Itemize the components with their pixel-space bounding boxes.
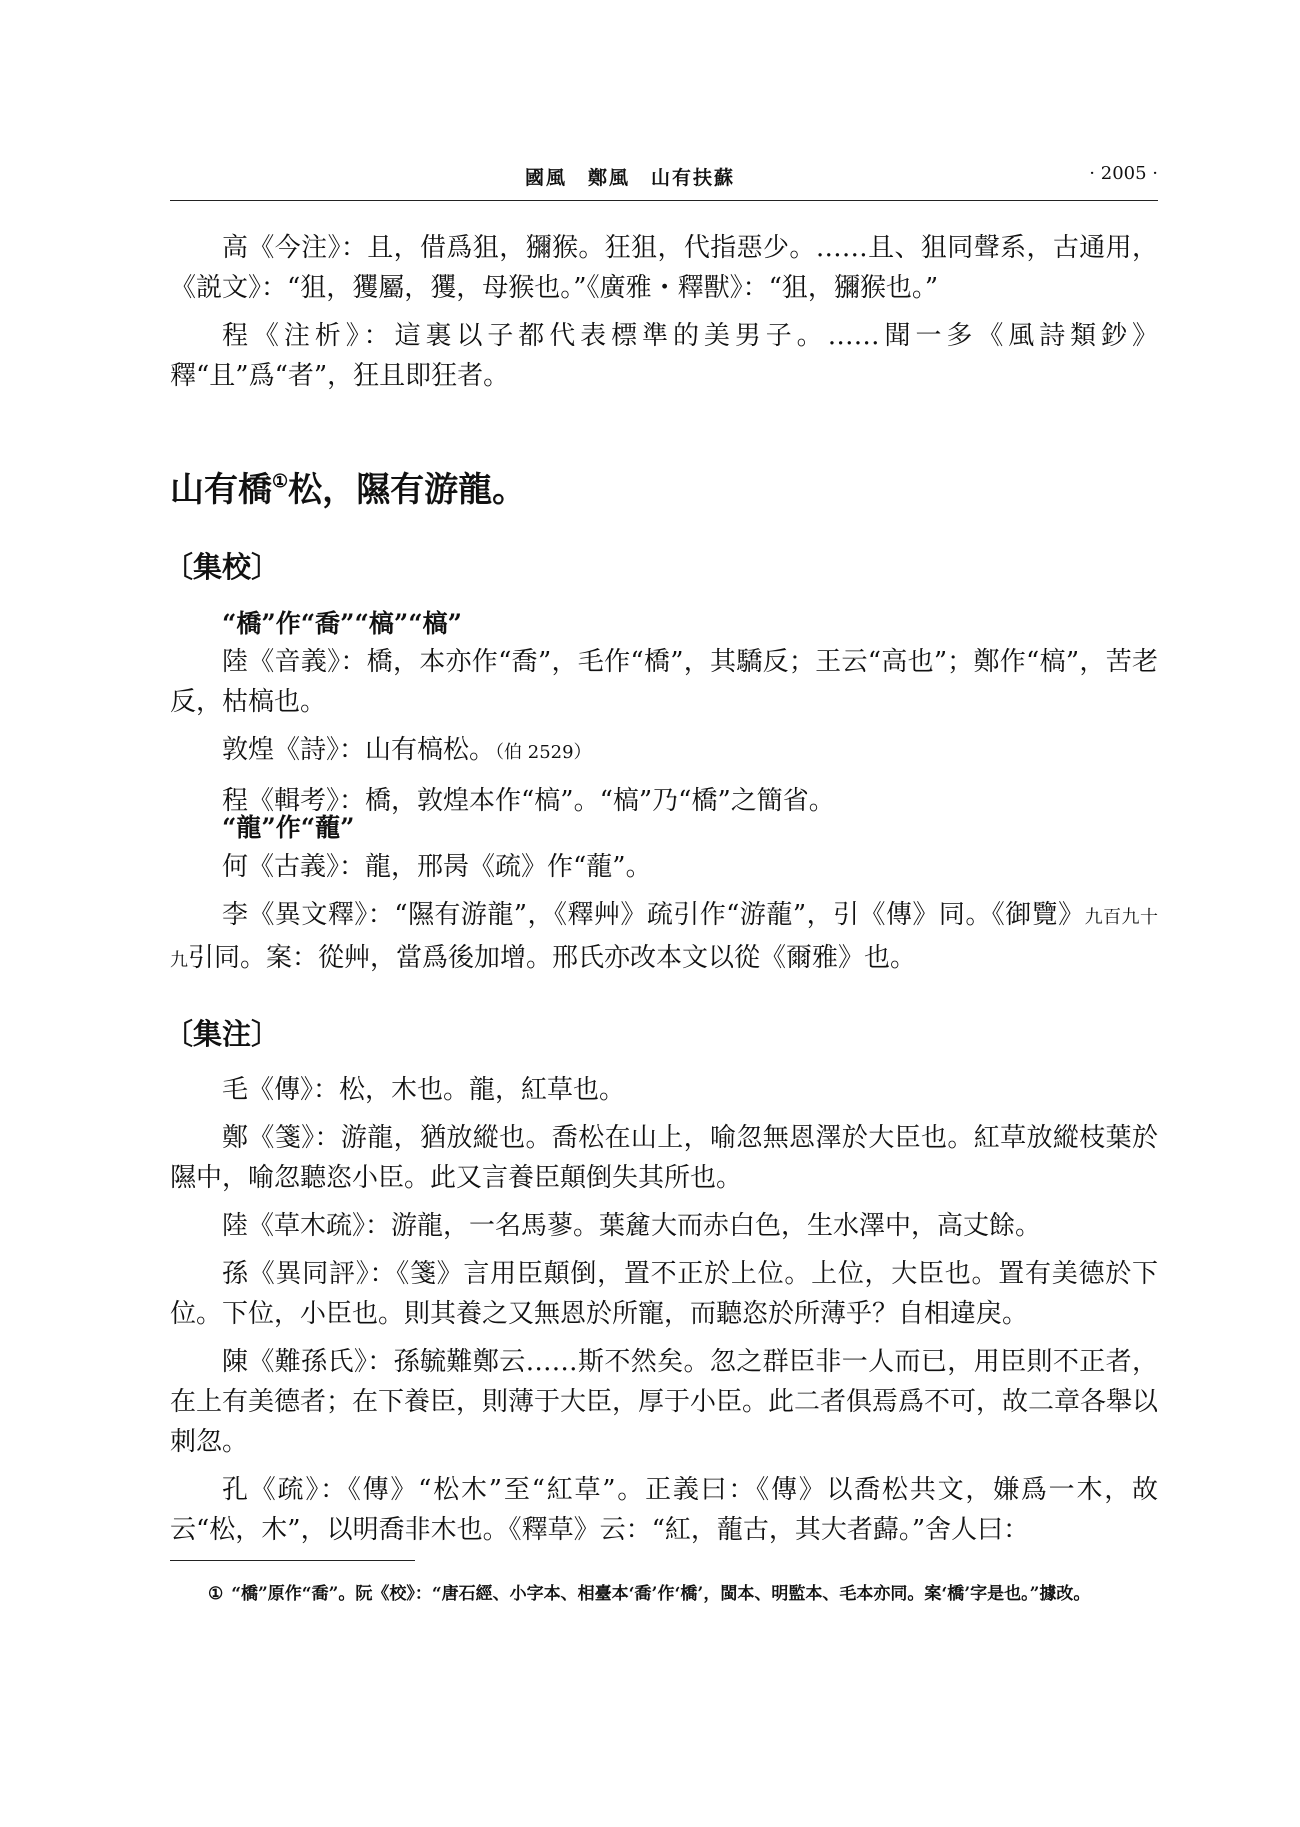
footnote-mark: ① [208,1584,224,1604]
jijiao-paragraph-he: 何《古義》：龍，邢昺《疏》作“蘢”。 [222,852,652,882]
li-text-small: 九百九十九 [170,907,1159,971]
subheading-qiao-variants: “橋”作“喬”“槁”“槁” [222,609,463,638]
header-rule [170,200,1158,201]
footnote-rule [170,1560,415,1561]
jizhu-paragraph-kong: 孔《疏》：《傳》“松木”至“紅草”。正義曰：《傳》以喬松共文，嫌爲一木，故云“松，木”，以明喬非木也。《釋草》云：“紅，蘢古，其大者蘬。”舍人曰： [170,1475,1158,1545]
verse-text-before: 山有橋 [170,470,272,510]
jizhu-paragraph-lu-caomu: 陸《草木疏》：游龍，一名馬蓼。葉麄大而赤白色，生水澤中，高丈餘。 [222,1211,1042,1241]
page-number: · 2005 · [1089,163,1158,184]
footnote [170,1580,1158,1609]
section-heading-jijiao: 〔集校〕 [164,550,281,584]
jizhu-paragraph-sun: 孫《異同評》：《箋》言用臣顛倒，置不正於上位。上位，大臣也。置有美德於下位。下位，小臣也。則其養之又無恩於所寵，而聽恣於所薄乎？自相違戾。 [170,1259,1158,1329]
jijiao-paragraph-dunhuang [170,730,1158,773]
section-heading-jizhu: 〔集注〕 [164,1017,281,1051]
commentary-paragraph-cheng: 程《注析》：這裏以子都代表標準的美男子。……聞一多《風詩類鈔》釋“且”爲“者”，狂且即狂者。 [170,321,1158,391]
dunhuang-text: 敦煌《詩》：山有槁松。 [222,735,496,765]
verse-text-after: 松，隰有游龍。 [288,470,527,510]
jizhu-paragraph-mao: 毛《傳》：松，木也。龍，紅草也。 [222,1075,626,1105]
jizhu-paragraph-chen: 陳《難孫氏》：孫毓難鄭云……斯不然矣。忽之群臣非一人而已，用臣則不正者，在上有美德者；在下養臣，則薄于大臣，厚于小臣。此二者俱焉爲不可，故二章各舉以刺忽。 [170,1347,1159,1457]
jizhu-paragraph-zheng: 鄭《箋》：游龍，猶放縱也。喬松在山上，喻忽無恩澤於大臣也。紅草放縱枝葉於隰中，喻忽聽恣小臣。此又言養臣顛倒失其所也。 [170,1123,1158,1193]
top-commentary [170,228,1158,404]
verse-line [170,462,526,511]
footnote-text: “橋”原作“喬”。阮《校》：“唐石經、小字本、相臺本‘喬’作‘橋’，閩本、明監本、毛本亦同。案‘橋’字是也。”據改。 [231,1584,1091,1604]
commentary-paragraph-gao: 高《今注》：且，借爲狙，獼猴。狂狙，代指惡少。……且、狙同聲系，古通用，《説文》：“狙，玃屬，玃，母猴也。”《廣雅・釋獸》：“狙，獼猴也。” [170,233,1158,303]
li-text-tail: 引同。案：從艸，當爲後加增。邢氏亦改本文以從《爾雅》也。 [188,943,917,973]
running-head [170,163,1160,193]
subheading-long-variants: “龍”作“蘢” [222,813,355,842]
jijiao-block-1 [170,642,1158,829]
li-text-main: 李《異文釋》：“隰有游龍”，《釋艸》疏引作“游蘢”，引《傳》同。《御覽》 [222,900,1085,930]
footnote-reference-mark: ① [272,471,289,492]
jijiao-block-2 [170,847,1158,989]
running-head-title: 國風 鄭風 山有扶蘇 [525,167,736,189]
jijiao-paragraph-cheng: 程《輯考》：橋，敦煌本作“槁”。“槁”乃“橋”之簡省。 [222,786,835,816]
jizhu-block [170,1070,1158,1558]
dunhuang-source-note: （伯 2529） [495,742,592,763]
jijiao-paragraph-li [170,895,1158,981]
jijiao-paragraph-lu: 陸《音義》：橋，本亦作“喬”，毛作“橋”，其驕反；王云“高也”；鄭作“槁”，苦老反，枯槁也。 [170,647,1158,717]
